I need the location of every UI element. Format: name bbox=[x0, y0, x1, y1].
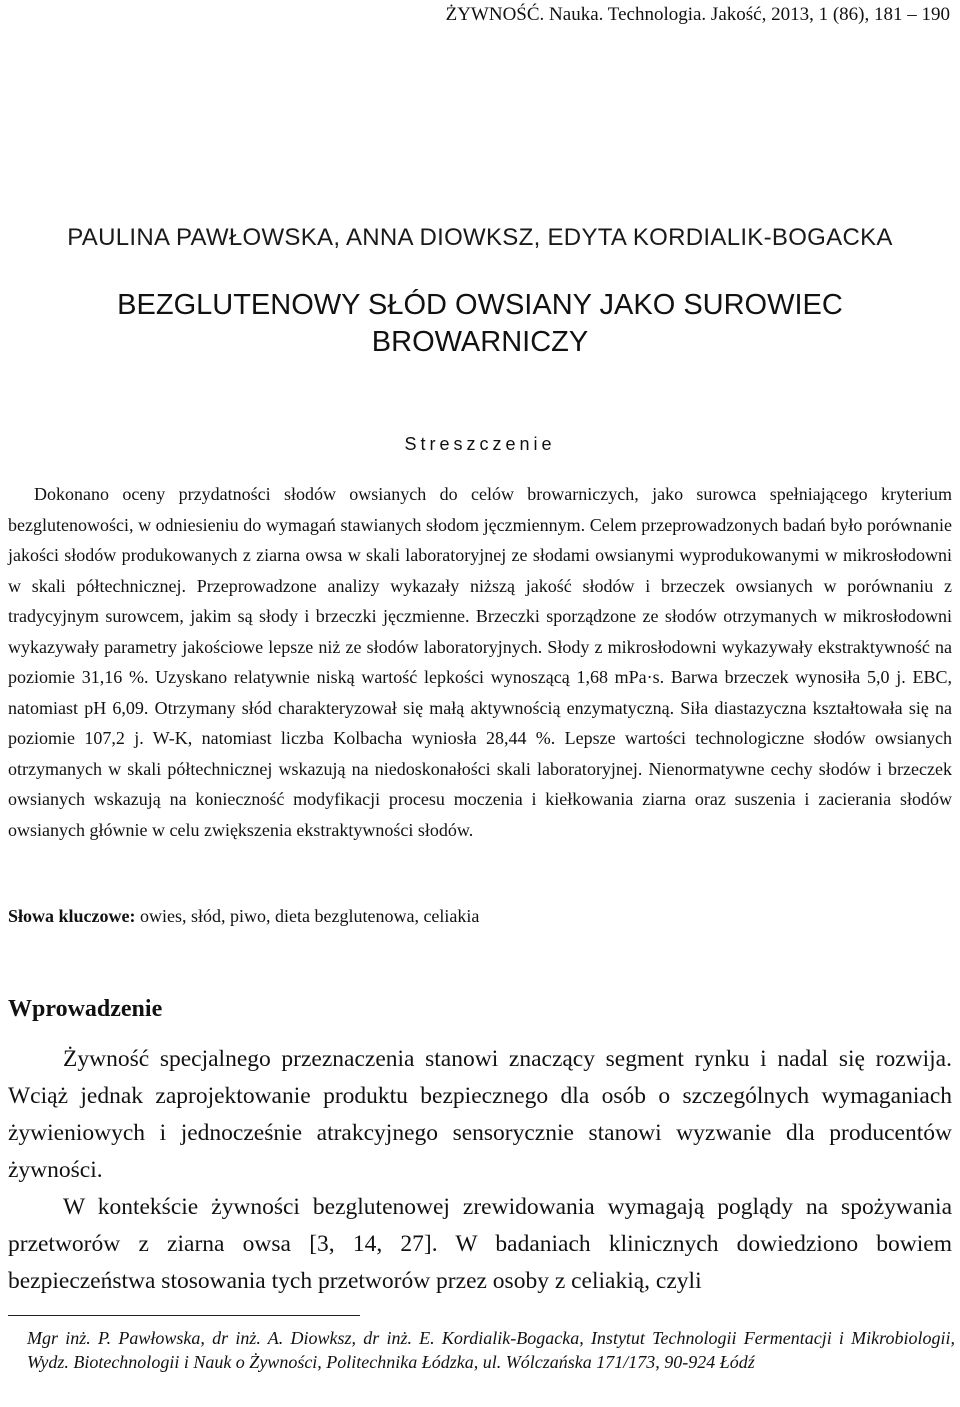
keywords-text: owies, słód, piwo, dieta bezglutenowa, celiakia bbox=[135, 906, 480, 926]
authors: PAULINA PAWŁOWSKA, ANNA DIOWKSZ, EDYTA KORDIALIK-BOGACKA bbox=[67, 224, 893, 251]
footnote-divider bbox=[8, 1315, 360, 1316]
article-title bbox=[0, 287, 960, 361]
section-heading: Wprowadzenie bbox=[8, 996, 163, 1022]
keywords bbox=[8, 906, 952, 927]
title-line-1: BEZGLUTENOWY SŁÓD OWSIANY JAKO SUROWIEC bbox=[117, 289, 843, 321]
body-paragraph-2: W kontekście żywności bezglutenowej zrewidowania wymagają poglądy na spożywania przetworów z ziarna owsa [3, 14, 27]. W badaniach klinicznych dowiedziono bowiem bezpieczeństwa stosowania tych przetworów przez osoby z celiakią, czyli bbox=[8, 1194, 952, 1294]
footnote: Mgr inż. P. Pawłowska, dr inż. A. Diowksz, dr inż. E. Kordialik-Bogacka, Instytut Technologii Fermentacji i Mikrobiologii, Wydz. Biotechnologii i Nauk o Żywności, Politechnika Łódzka, ul. Wólczańska 171/173, 90-924 Łódź bbox=[27, 1328, 955, 1372]
section-body bbox=[8, 1041, 952, 1300]
keywords-label: Słowa kluczowe: bbox=[8, 906, 136, 926]
journal-header: ŻYWNOŚĆ. Nauka. Technologia. Jakość, 2013, 1 (86), 181 – 190 bbox=[445, 4, 950, 25]
title-line-2: BROWARNICZY bbox=[371, 326, 589, 358]
abstract-heading: Streszczenie bbox=[404, 434, 556, 454]
abstract-text: Dokonano oceny przydatności słodów owsianych do celów browarniczych, jako surowca spełniającego kryterium bezglutenowości, w odniesieniu do wymagań stawianych słodom jęczmiennym. Celem przeprowadzonych badań było porównanie jakości słodów produkowanych z ziarna owsa w skali laboratoryjnej ze słodami owsianymi wyprodukowanymi w mikrosłodowni w skali półtechnicznej. Przeprowadzone analizy wykazały niższą jakość słodów i brzeczek owsianych w porównaniu z tradycyjnym surowcem, jakim są słody i brzeczki jęczmienne. Brzeczki sporządzone ze słodów otrzymanych w mikrosłodowni wykazywały parametry jakościowe lepsze niż ze słodów laboratoryjnych. Słody z mikrosłodowni wykazywały ekstraktywność na poziomie 31,16 %. Uzyskano relatywnie niską wartość lepkości wynoszącą 1,68 mPa·s. Barwa brzeczek wynosiła 5,0 j. EBC, natomiast pH 6,09. Otrzymany słód charakteryzował się małą aktywnością enzymatyczną. Siła diastazyczna kształtowała się na poziomie 107,2 j. W-K, natomiast liczba Kolbacha wyniosła 28,44 %. Lepsze wartości technologiczne słodów owsianych otrzymanych w skali półtechnicznej wskazują na niedoskonałości skali laboratoryjnej. Nienormatywne cechy słodów i brzeczek owsianych wskazują na konieczność modyfikacji procesu moczenia i kiełkowania ziarna oraz suszenia i zacierania słodów owsianych głównie w celu zwiększenia ekstraktywności słodów. bbox=[8, 484, 952, 840]
body-paragraph-1: Żywność specjalnego przeznaczenia stanowi znaczący segment rynku i nadal się rozwija. Wciąż jednak zaprojektowanie produktu bezpiecznego dla osób o szczególnych wymaganiach żywieniowych i jednocześnie atrakcyjnego sensorycznie stanowi wyzwanie dla producentów żywności. bbox=[8, 1046, 952, 1183]
